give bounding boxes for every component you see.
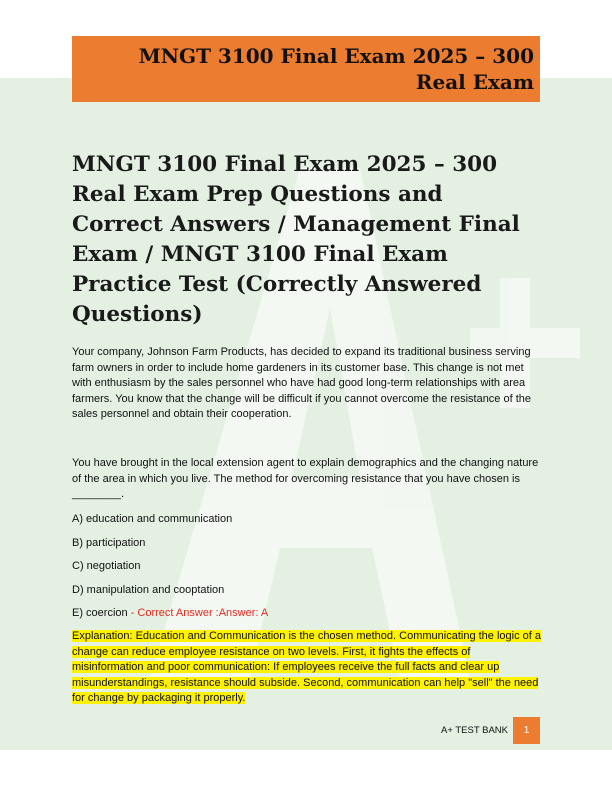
option-a: A) education and communication	[72, 513, 233, 525]
page-number-badge: 1	[513, 717, 540, 744]
correct-answer-label: - Correct Answer :Answer: A	[127, 607, 269, 619]
footer-label: A+ TEST BANK	[441, 725, 508, 736]
document-title: MNGT 3100 Final Exam 2025 – 300 Real Exam Prep Questions and Correct Answers / Management Final Exam / MNGT 3100 Final Exam Practice Test (Correctly Answered Questions)	[72, 152, 520, 327]
option-b: B) participation	[72, 537, 146, 549]
option-d: D) manipulation and cooptation	[72, 584, 225, 596]
scenario-paragraph: Your company, Johnson Farm Products, has decided to expand its traditional business serving farm owners in order to include home gardeners in its customer base. This change is not met with enthusiasm by the sales personnel who have had good long-term relationships with area farmers. You know that the change will be difficult if you cannot overcome the resistance of the sales personnel and obtain their cooperation.	[72, 346, 532, 420]
explanation-text: Explanation: Education and Communication is the chosen method. Communicating the logic of a change can reduce employee resistance on two levels. First, it fights the effects of misinformation and poor communication: If employees receive the full facts and clear up misunderstandings, resistance should subside. Second, communication can help "sell" the need for change by packaging it properly.	[72, 630, 541, 704]
option-e	[72, 606, 268, 620]
option-c: C) negotiation	[72, 560, 141, 572]
header-banner	[72, 36, 540, 102]
option-e-text: E) coercion	[72, 607, 128, 619]
explanation-block	[72, 629, 542, 707]
header-title: MNGT 3100 Final Exam 2025 – 300 Real Exam	[138, 44, 534, 94]
question-paragraph: You have brought in the local extension agent to explain demographics and the changing nature of the area in which you live. The method for overcoming resistance that you have chosen is ________.	[72, 457, 539, 500]
